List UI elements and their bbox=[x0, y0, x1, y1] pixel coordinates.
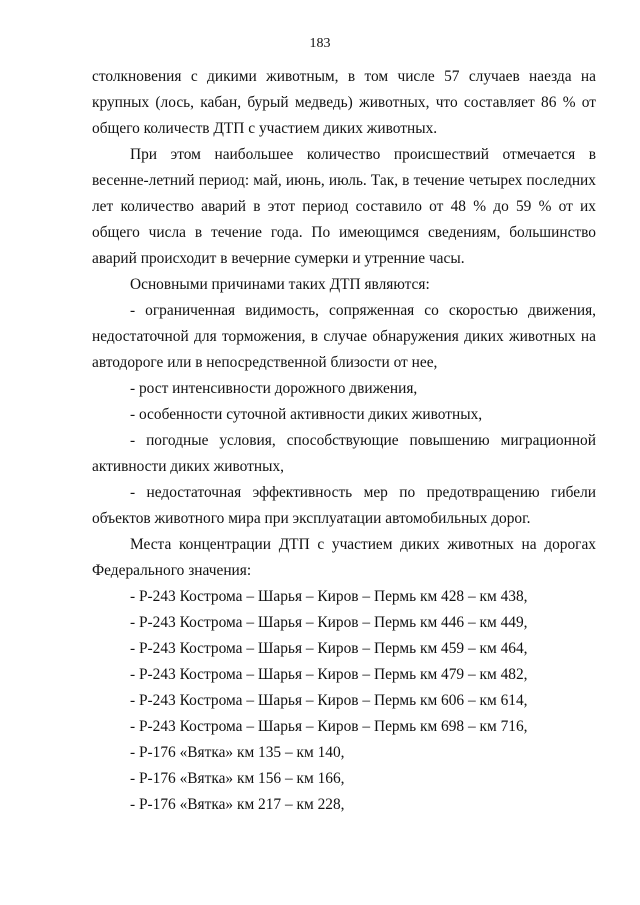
list-item: - Р-176 «Вятка» км 135 – км 140, bbox=[130, 744, 345, 761]
list-item: - Р-243 Кострома – Шарья – Киров – Пермь км 459 – км 464, bbox=[130, 640, 528, 657]
list-item: - Р-176 «Вятка» км 217 – км 228, bbox=[130, 796, 345, 813]
paragraph: - недостаточная эффективность мер по предотвращению гибели объектов животного мира при эксплуатации автомобильных дорог. bbox=[92, 484, 596, 527]
paragraph: - рост интенсивности дорожного движения, bbox=[130, 380, 418, 397]
paragraph: столкновения с дикими животным, в том числе 57 случаев наезда на крупных (лось, кабан, бурый медведь) животных, что составляет 86 % от общего количеств ДТП с участием диких животных. bbox=[92, 68, 596, 137]
list-item: - Р-243 Кострома – Шарья – Киров – Пермь км 606 – км 614, bbox=[130, 692, 528, 709]
list-item: - Р-243 Кострома – Шарья – Киров – Пермь км 698 – км 716, bbox=[130, 718, 528, 735]
paragraph: - погодные условия, способствующие повышению миграционной активности диких животных, bbox=[92, 432, 596, 475]
list-item: - Р-243 Кострома – Шарья – Киров – Пермь км 479 – км 482, bbox=[130, 666, 528, 683]
paragraph: При этом наибольшее количество происшествий отмечается в весенне-летний период: май, июнь, июль. Так, в течение четырех последних лет количество аварий в этот период составило от 48 % до 59 % от их общего числа в течение года. По имеющимся сведениям, большинство аварий происходит в вечерние сумерки и утренние часы. bbox=[92, 146, 596, 267]
paragraph: Места концентрации ДТП с участием диких животных на дорогах Федерального значения: bbox=[92, 536, 596, 579]
body-text bbox=[92, 64, 596, 818]
paragraph: - особенности суточной активности диких животных, bbox=[130, 406, 483, 423]
paragraph: Основными причинами таких ДТП являются: bbox=[130, 276, 430, 293]
list-item: - Р-243 Кострома – Шарья – Киров – Пермь км 446 – км 449, bbox=[130, 614, 528, 631]
paragraph: - ограниченная видимость, сопряженная со скоростью движения, недостаточной для торможения, в случае обнаружения диких животных на автодороге или в непосредственной близости от нее, bbox=[92, 302, 596, 371]
list-item: - Р-176 «Вятка» км 156 – км 166, bbox=[130, 770, 345, 787]
page-number: 183 bbox=[309, 36, 331, 51]
list-item: - Р-243 Кострома – Шарья – Киров – Пермь км 428 – км 438, bbox=[130, 588, 528, 605]
